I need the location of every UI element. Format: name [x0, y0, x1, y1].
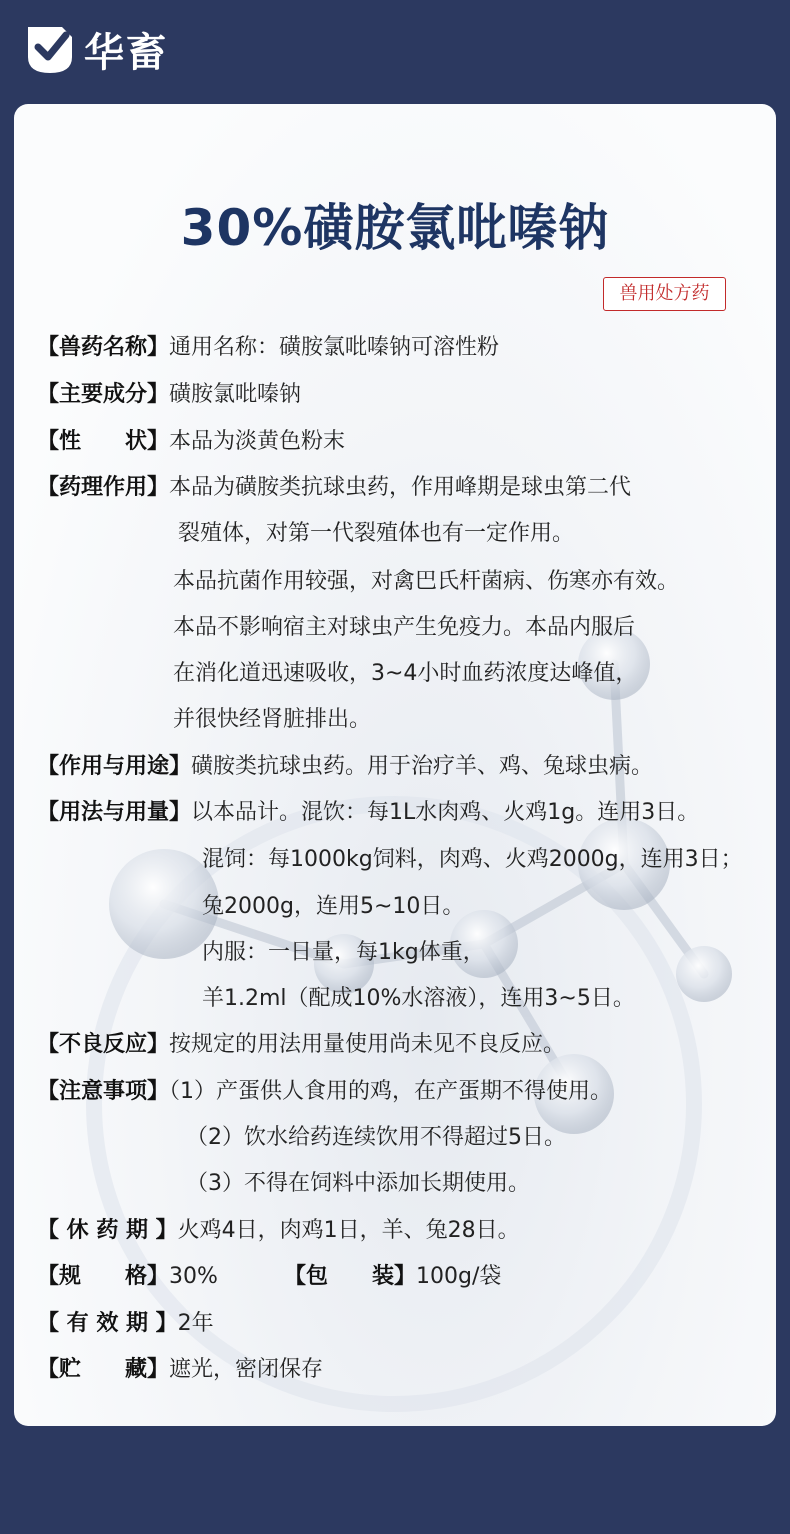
section-label: 【药理作用】	[37, 475, 170, 500]
checkmark-shield-icon	[22, 21, 78, 77]
section-label: 【注意事项】	[37, 1079, 170, 1104]
brand-logo	[22, 20, 168, 78]
section-pharmacology	[37, 470, 631, 501]
section-value: 火鸡4日，肉鸡1日，羊、兔28日。	[177, 1218, 520, 1243]
section-label: 【性 状】	[37, 429, 170, 454]
section-line: 本品抗菌作用较强，对禽巴氏杆菌病、伤寒亦有效。	[173, 569, 680, 594]
section-value: 按规定的用法用量使用尚未见不良反应。	[169, 1032, 566, 1057]
section-property	[37, 424, 345, 455]
section-label: 【包 装】	[284, 1264, 417, 1289]
section-line: 兔2000g，连用5~10日。	[202, 894, 465, 919]
section-adverse	[37, 1027, 565, 1058]
section-label: 【兽药名称】	[37, 335, 170, 360]
product-title: 30%磺胺氯吡嗪钠	[180, 199, 610, 257]
section-line: 本品不影响宿主对球虫产生免疫力。本品内服后	[173, 615, 636, 640]
section-vet-name	[37, 330, 499, 361]
section-line: 本品为磺胺类抗球虫药，作用峰期是球虫第二代	[169, 475, 632, 500]
section-value: 磺胺氯吡嗪钠	[169, 382, 302, 407]
section-line: 并很快经肾脏排出。	[173, 707, 372, 732]
section-line: 以本品计。混饮：每1L水肉鸡、火鸡1g。连用3日。	[191, 800, 700, 825]
section-value: 磺胺类抗球虫药。用于治疗羊、鸡、兔球虫病。	[191, 754, 654, 779]
section-line: （3）不得在饲料中添加长期使用。	[186, 1171, 530, 1196]
section-label: 【主要成分】	[37, 382, 170, 407]
section-dosage	[37, 795, 699, 826]
section-label: 【贮 藏】	[37, 1357, 170, 1382]
section-line: 内服：一日量，每1kg体重，	[202, 940, 485, 965]
section-value: 本品为淡黄色粉末	[169, 429, 346, 454]
section-label: 【作用与用途】	[37, 754, 192, 779]
section-label: 【规 格】	[37, 1264, 170, 1289]
section-value: 30%	[169, 1264, 218, 1289]
section-line: 裂殖体，对第一代裂殖体也有一定作用。	[178, 521, 575, 546]
brand-name: 华畜	[84, 29, 168, 76]
section-package	[284, 1259, 501, 1290]
section-label: 【 有 效 期 】	[37, 1311, 178, 1336]
section-ingredient	[37, 377, 301, 408]
section-line: 在消化道迅速吸收，3~4小时血药浓度达峰值，	[173, 661, 638, 686]
section-label: 【用法与用量】	[37, 800, 192, 825]
section-notes	[37, 1074, 612, 1105]
section-line: 羊1.2ml（配成10%水溶液），连用3~5日。	[202, 986, 635, 1011]
section-line: （1）产蛋供人食用的鸡，在产蛋期不得使用。	[169, 1079, 613, 1104]
section-storage	[37, 1352, 323, 1383]
section-value: 遮光，密闭保存	[169, 1357, 324, 1382]
section-validity	[37, 1306, 214, 1337]
section-value: 100g/袋	[416, 1264, 502, 1289]
section-label: 【 休 药 期 】	[37, 1218, 178, 1243]
section-line: （2）饮水给药连续饮用不得超过5日。	[186, 1125, 566, 1150]
section-usage	[37, 749, 653, 780]
label-card	[14, 104, 776, 1426]
section-spec	[37, 1259, 218, 1290]
section-value: 通用名称：磺胺氯吡嗪钠可溶性粉	[169, 335, 500, 360]
section-line: 混饲：每1000kg饲料，肉鸡、火鸡2000g，连用3日；	[202, 847, 743, 872]
prescription-badge: 兽用处方药	[603, 277, 726, 311]
section-value: 2年	[177, 1311, 214, 1336]
section-withdrawal	[37, 1213, 520, 1244]
section-label: 【不良反应】	[37, 1032, 170, 1057]
